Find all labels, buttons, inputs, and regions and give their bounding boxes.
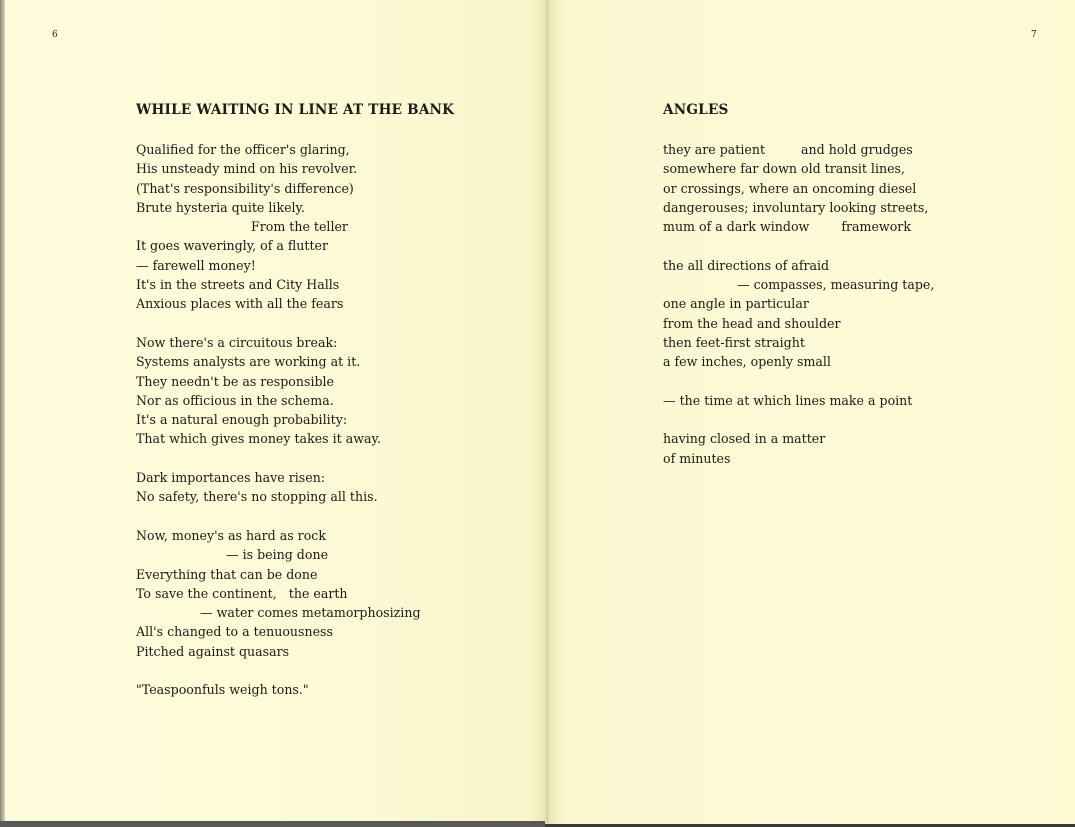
poem-line: No safety, there's no stopping all this. <box>136 489 378 505</box>
poem-line: Dark importances have risen: <box>136 470 326 486</box>
right-page <box>663 100 1053 468</box>
left-page <box>136 100 526 700</box>
poem-line: They needn't be as responsible <box>136 373 335 389</box>
poem-line: from the head and shoulder <box>663 315 841 331</box>
poem-line: (That's responsibility's difference) <box>136 180 354 196</box>
poem-title-right: ANGLES <box>663 102 729 118</box>
poem-line: the all directions of afraid <box>663 257 830 273</box>
book-left-edge <box>0 0 5 827</box>
poem-body-left <box>136 140 526 700</box>
poem-line: then feet-first straight <box>663 334 805 350</box>
stanza-break <box>136 314 526 333</box>
poem-line: they are patient and hold grudges <box>663 142 913 157</box>
poem-line: Nor as officious in the schema. <box>136 392 334 408</box>
poem-line: dangerouses; involuntary looking streets, <box>663 199 929 215</box>
page-number-right: 7 <box>1031 30 1037 40</box>
poem-line: — farewell money! <box>136 257 256 273</box>
stanza-break <box>136 507 526 526</box>
poem-line: of minutes <box>663 450 731 466</box>
poem-line: Now there's a circuitous break: <box>136 334 338 350</box>
poem-line: Everything that can be done <box>136 566 318 582</box>
poem-line: "Teaspoonfuls weigh tons." <box>136 682 309 698</box>
poem-line: His unsteady mind on his revolver. <box>136 161 358 177</box>
stanza-break <box>136 449 526 468</box>
poem-line: All's changed to a tenuousness <box>136 624 333 640</box>
poem-line: It's a natural enough probability: <box>136 412 348 428</box>
stanza-break <box>663 410 1053 429</box>
book-bottom-edge-left <box>0 821 545 827</box>
page-number-left: 6 <box>52 30 58 40</box>
poem-body-right <box>663 140 1053 468</box>
poem-line: It's in the streets and City Halls <box>136 277 340 293</box>
poem-line: one angle in particular <box>663 296 809 312</box>
stanza-break <box>663 236 1053 255</box>
poem-line: That which gives money takes it away. <box>136 431 381 447</box>
poem-line: — is being done <box>226 547 329 563</box>
poem-line: a few inches, openly small <box>663 354 831 370</box>
stanza-break <box>136 661 526 680</box>
poem-line: Brute hysteria quite likely. <box>136 199 305 215</box>
stanza-break <box>663 372 1053 391</box>
poem-title-left: WHILE WAITING IN LINE AT THE BANK <box>136 102 455 118</box>
poem-line: Anxious places with all the fears <box>136 296 344 312</box>
poem-line: somewhere far down old transit lines, <box>663 161 906 177</box>
poem-line: — water comes metamorphosizing <box>200 605 421 621</box>
poem-line: To save the continent, the earth <box>136 585 348 601</box>
poem-line: having closed in a matter <box>663 431 826 447</box>
poem-line: mum of a dark window framework <box>663 219 911 235</box>
poem-line: — the time at which lines make a point <box>663 392 913 408</box>
poem-line: Now, money's as hard as rock <box>136 527 326 543</box>
poem-line: Qualified for the officer's glaring, <box>136 142 350 157</box>
poem-line: It goes waveringly, of a flutter <box>136 238 329 254</box>
poem-line: From the teller <box>251 219 348 235</box>
poem-line: Pitched against quasars <box>136 643 290 659</box>
poem-line: Systems analysts are working at it. <box>136 354 361 370</box>
poem-line: or crossings, where an oncoming diesel <box>663 180 917 196</box>
poem-line: — compasses, measuring tape, <box>737 277 935 293</box>
